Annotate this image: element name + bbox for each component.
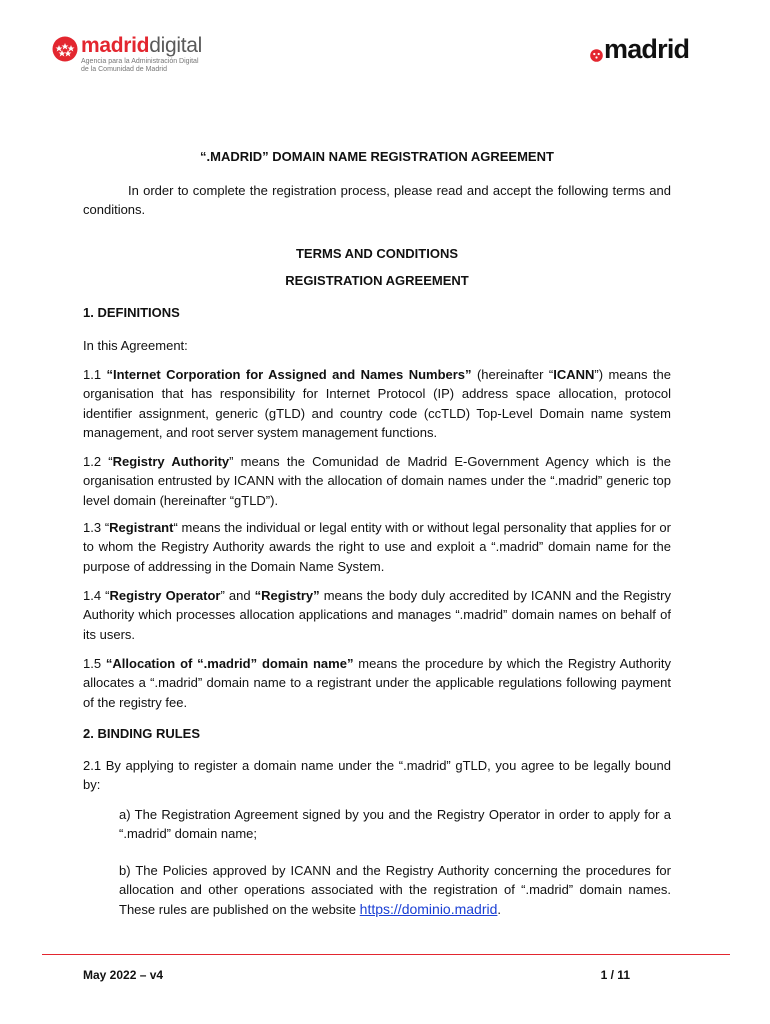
footer-page-number: 1 / 11 bbox=[600, 968, 630, 982]
document-title: “.MADRID” DOMAIN NAME REGISTRATION AGREEMENT bbox=[200, 149, 554, 164]
madrid-wordmark: madrid bbox=[604, 34, 690, 64]
dot-madrid-logo bbox=[590, 36, 710, 66]
terms-heading: TERMS AND CONDITIONS bbox=[295, 246, 459, 261]
binding-rule-item-a: a) The Registration Agreement signed by you and the Registry Operator in order to apply for a “.madrid” domain name; bbox=[119, 807, 671, 842]
footer-divider bbox=[42, 954, 730, 955]
madrid-dot-icon bbox=[590, 49, 603, 62]
definition-1-5: 1.5 “Allocation of “.madrid” domain name” means the procedure by which the Registry Authority allocates a “.madrid” domain name to a registrant under the applicable regulations following payment of the registry fee. bbox=[83, 656, 671, 710]
definition-1-2: 1.2 “Registry Authority” means the Comunidad de Madrid E-Government Agency which is the organisation entrusted by ICANN with the allocation of domain names under the “.madrid” generic top level domain (hereinafter “gTLD”). bbox=[83, 454, 671, 508]
madrid-digital-emblem-icon bbox=[52, 36, 78, 62]
madrid-digital-tagline: Agencia para la Administración Digital de la Comunidad de Madrid bbox=[81, 58, 199, 73]
intro-paragraph: In order to complete the registration process, please read and accept the following terms and conditions. bbox=[83, 183, 671, 218]
section-1-lead: In this Agreement: bbox=[83, 338, 188, 353]
definition-1-4: 1.4 “Registry Operator” and “Registry” means the body duly accredited by ICANN and the Registry Authority which processes allocation applications and manages “.madrid” domain names on behalf of its users. bbox=[83, 588, 671, 642]
madrid-digital-logo bbox=[52, 33, 222, 75]
footer-version: May 2022 – v4 bbox=[83, 968, 164, 982]
binding-rule-2-1: 2.1 By applying to register a domain name under the “.madrid” gTLD, you agree to be legally bound by: bbox=[83, 758, 671, 793]
section-1-heading: 1. DEFINITIONS bbox=[83, 305, 180, 320]
madrid-digital-wordmark: madriddigital bbox=[81, 34, 202, 57]
section-2-heading: 2. BINDING RULES bbox=[83, 726, 201, 741]
dominio-madrid-link[interactable]: https://dominio.madrid bbox=[359, 900, 498, 917]
agreement-heading: REGISTRATION AGREEMENT bbox=[285, 273, 469, 288]
binding-rule-item-b: b) The Policies approved by ICANN and the Registry Authority concerning the procedures for allocation and other operations associated with the registration of “.madrid” domain names. These rules are published on the website https://dominio.madrid. bbox=[119, 863, 671, 917]
definition-1-1: 1.1 “Internet Corporation for Assigned and Names Numbers” (hereinafter “ICANN”) means the organisation that has responsibility for Internet Protocol (IP) address space allocation, protocol identifier assignment, generic (gTLD) and country code (ccTLD) Top-Level Domain name system management, and root server system management functions. bbox=[83, 367, 671, 440]
definition-1-3: 1.3 “Registrant“ means the individual or legal entity with or without legal personality that applies for or to whom the Registry Authority awards the right to use and exploit a “.madrid” domain name for the purpose of addressing in the Domain Name System. bbox=[83, 520, 671, 574]
